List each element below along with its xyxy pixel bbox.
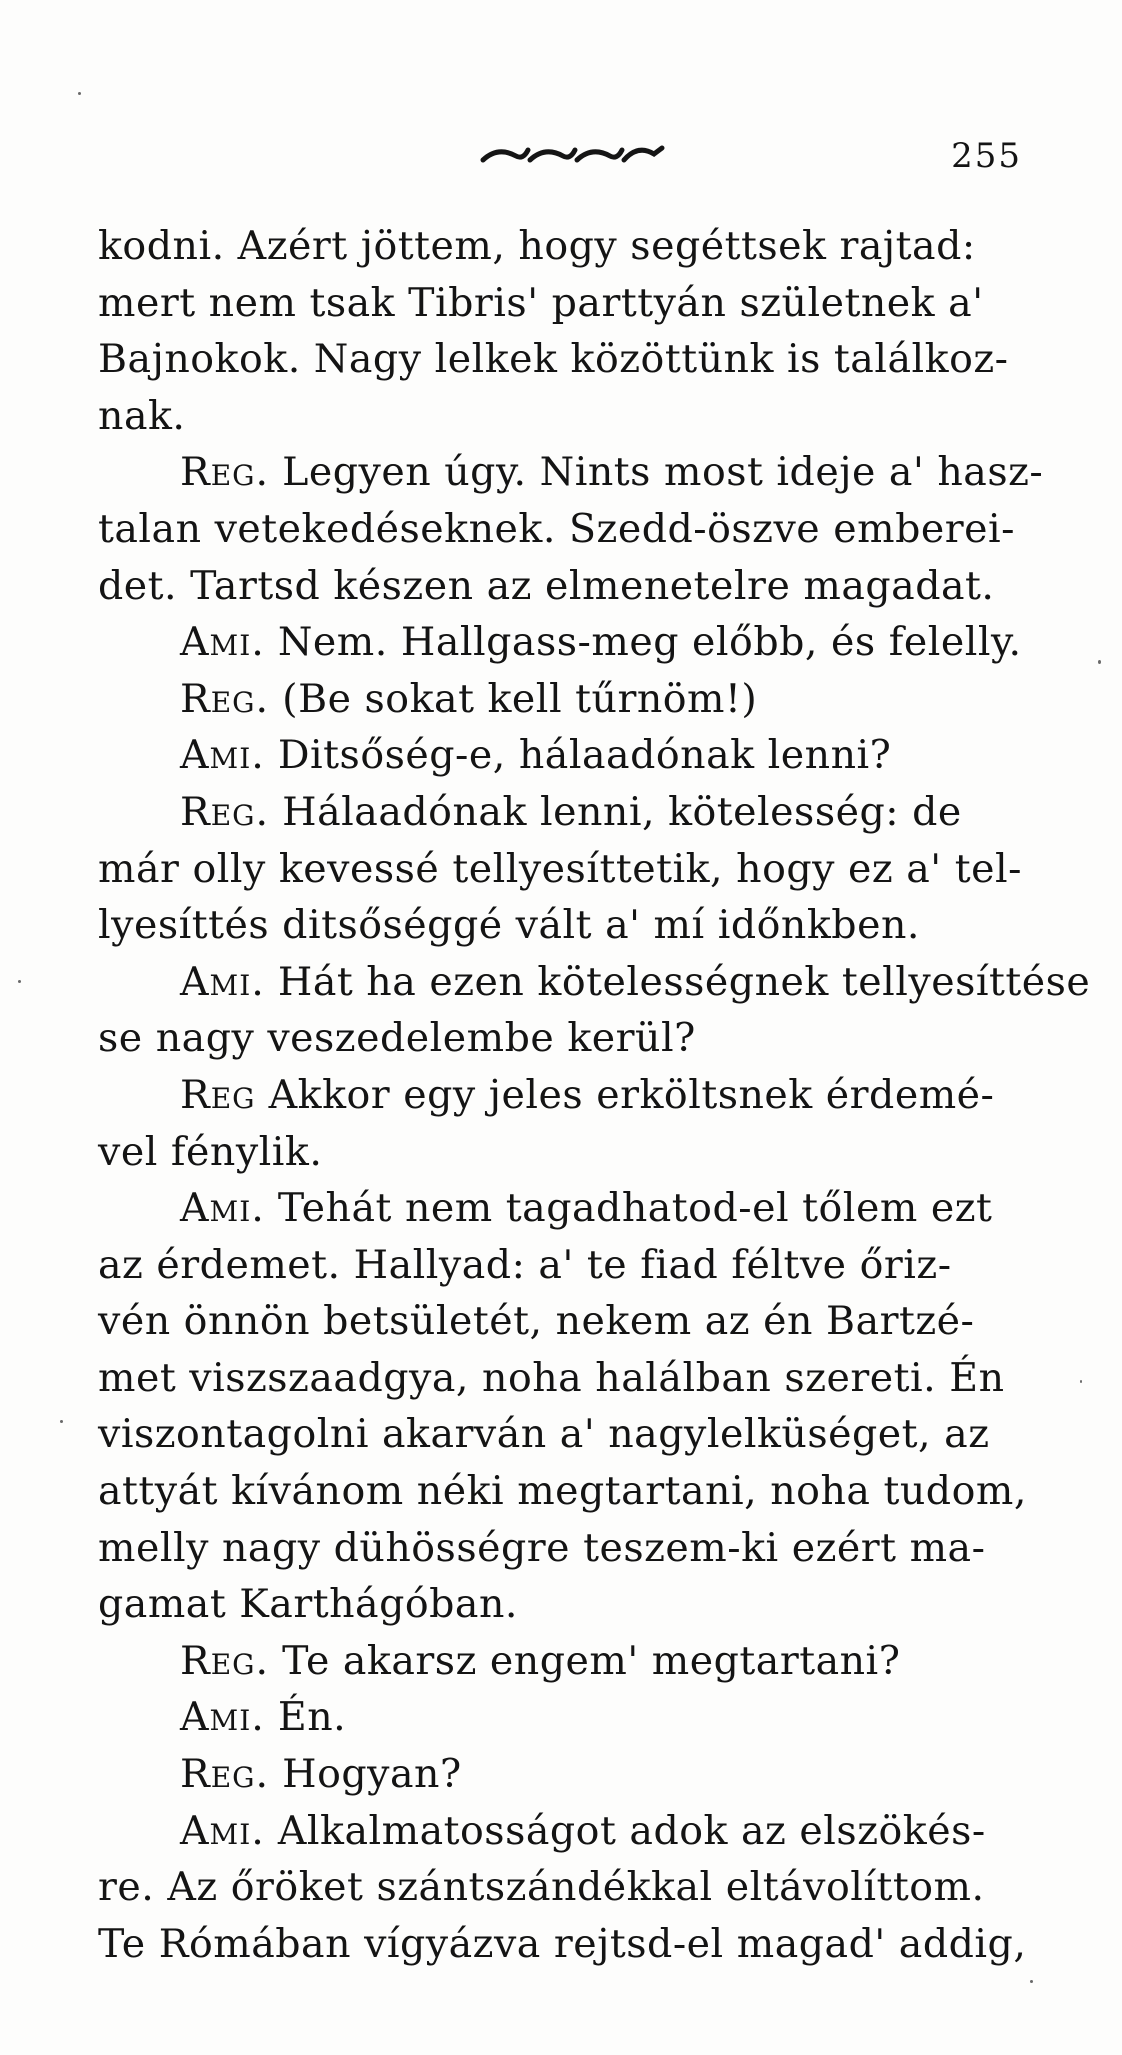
line-text: attyát kívánom néki megtartani, noha tudom, [98,1468,1027,1515]
speck [78,92,81,95]
speaker-label: Ami. [180,732,265,779]
text-line [98,727,1060,784]
line-text: nak. [98,392,186,439]
ornament-icon [478,138,668,168]
text-line [98,897,1060,954]
page-number: 255 [951,136,1022,176]
text-line [98,1406,1060,1463]
text-line [98,1859,1060,1916]
speaker-label: Reg. [180,788,270,835]
text-line [98,1180,1060,1237]
speaker-label: Reg. [180,1751,270,1798]
text-line [98,1010,1060,1067]
line-text: vén önnön betsületét, nekem az én Bartzé- [98,1298,975,1345]
text-line [98,1293,1060,1350]
speaker-label: Reg [180,1071,256,1118]
line-text: se nagy veszedelembe kerül? [98,1015,696,1062]
line-text: det. Tartsd készen az elmenetelre magadat. [98,562,995,609]
line-text: már olly kevessé tellyesíttetik, hogy ez a' tel- [98,845,1022,892]
text-line [98,275,1060,332]
text-line [98,1916,1060,1973]
text-line [98,671,1060,728]
text-line [98,954,1091,1011]
text-line [98,558,1060,615]
line-text: kodni. Azért jöttem, hogy segéttsek rajtad: [98,223,976,269]
speck [1030,1980,1033,1983]
line-text: Alkalmatosságot adok az elszökés- [264,1807,986,1854]
line-text: Hogyan? [269,1751,462,1798]
line-text: Nem. Hallgass-meg előbb, és felelly. [264,619,1022,666]
line-text: Te Rómában vígyázva rejtsd-el magad' addig, [98,1920,1027,1967]
text-line [98,1350,1060,1407]
line-text: gamat Karthágóban. [98,1581,518,1628]
line-text: az érdemet. Hallyad: a' te fiad féltve őriz- [98,1241,952,1288]
text-line [98,614,1060,671]
line-text: lyesíttés ditsőséggé vált a' mí időnkben. [98,902,920,949]
text-line [98,218,1060,275]
text-line [98,1746,1060,1803]
text-line [98,1689,1060,1746]
line-text: met viszszaadgya, noha halálban szereti. Én [98,1354,1005,1401]
line-text: Tehát nem tagadhatod-el tőlem ezt [264,1185,993,1232]
speck [1080,1380,1082,1383]
page-header [0,128,1122,188]
text-line [98,1576,1060,1633]
speck [60,1420,63,1423]
text-line [98,1520,1060,1577]
text-line [98,388,1060,445]
line-text: (Be sokat kell tűrnöm!) [269,675,758,722]
line-text: re. Az őröket szántszándékkal eltávolíttom. [98,1864,985,1911]
line-text: Te akarsz engem' megtartani? [269,1637,901,1684]
line-text: Legyen úgy. Nints most ideje a' hasz- [269,449,1044,496]
line-text: Hálaadónak lenni, kötelesség: de [269,788,962,835]
body-text [98,218,1091,1972]
text-line [98,501,1060,558]
text-line [98,1237,1060,1294]
text-line [98,1067,1060,1124]
speck [1098,660,1101,664]
line-text: Én. [264,1694,347,1741]
line-text: Ditsőség-e, hálaadónak lenni? [264,732,892,779]
text-line [98,1463,1060,1520]
text-line [98,331,1060,388]
text-line [98,841,1060,898]
speaker-label: Ami. [180,1185,265,1232]
speaker-label: Ami. [180,619,265,666]
text-line [98,1124,1060,1181]
speaker-label: Ami. [180,1694,265,1741]
line-text: melly nagy dühösségre teszem-ki ezért ma- [98,1524,986,1571]
line-text: Bajnokok. Nagy lelkek közöttünk is találkoz- [98,336,1009,383]
text-line [98,784,1060,841]
speaker-label: Ami. [180,1807,265,1854]
speck [18,980,21,983]
line-text: mert nem tsak Tibris' parttyán születnek a' [98,279,984,326]
text-line [98,1633,1060,1690]
speaker-label: Reg. [180,449,270,496]
line-text: Hát ha ezen kötelességnek tellyesíttése [264,958,1091,1005]
line-text: viszontagolni akarván a' nagylelküséget, az [98,1411,990,1458]
speaker-label: Reg. [180,675,270,722]
text-line [98,444,1060,501]
line-text: talan vetekedéseknek. Szedd-öszve emberei- [98,505,1015,552]
line-text: Akkor egy jeles erköltsnek érdemé- [255,1071,995,1118]
text-line [98,1803,1060,1860]
speaker-label: Reg. [180,1637,270,1684]
speaker-label: Ami. [180,958,265,1005]
line-text: vel fénylik. [98,1128,323,1175]
